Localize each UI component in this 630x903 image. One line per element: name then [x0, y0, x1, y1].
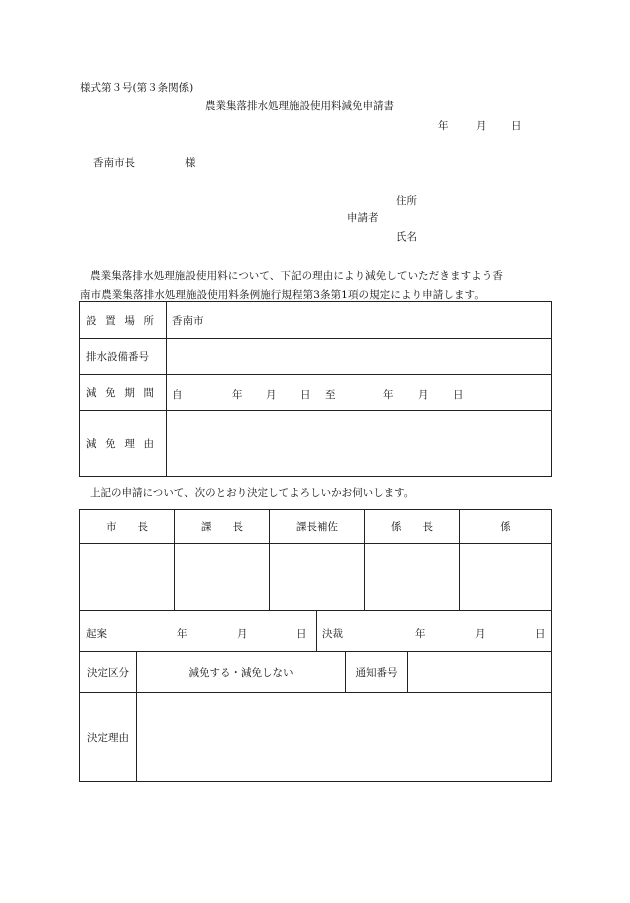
col-section-chief: 課 長: [175, 510, 270, 544]
period-day-2: 日: [453, 388, 464, 401]
draft-year: 年: [177, 628, 188, 640]
col-mayor: 市 長: [80, 510, 175, 544]
approval-note: 上記の申請について、次のとおり決定してよろしいかお伺いします。: [90, 487, 415, 499]
statement-line-1: 農業集落排水処理施設使用料について、下記の理由により減免していただきますよう香: [90, 270, 503, 282]
addressee-name: 香南市長: [93, 157, 135, 169]
reason-label-text: 減 免 理 由: [86, 438, 154, 450]
equipment-row: [80, 339, 552, 375]
col-staff: 係: [460, 510, 552, 544]
decision-label: 決裁: [322, 628, 343, 640]
reason-label: [80, 411, 167, 477]
period-to: 至: [325, 388, 336, 401]
period-label-text: 減 免 期 間: [86, 387, 154, 399]
draft-day: 日: [296, 628, 307, 640]
stamp-staff[interactable]: [460, 544, 552, 611]
equipment-value[interactable]: [167, 339, 552, 375]
applicant-label: 申請者: [347, 212, 379, 224]
addressee: [93, 157, 196, 169]
stamp-mayor[interactable]: [80, 544, 175, 611]
approval-stamp-row: [80, 544, 552, 611]
decision-month: 月: [475, 628, 486, 640]
stamp-deputy-chief[interactable]: [270, 544, 365, 611]
decision-category-value[interactable]: 減免する・減免しない: [137, 652, 346, 693]
notice-number-label: 通知番号: [346, 652, 408, 693]
location-value[interactable]: 香南市: [167, 302, 552, 339]
period-year-1: 年: [232, 388, 243, 401]
decision-year: 年: [415, 628, 426, 640]
period-from: 自: [172, 388, 183, 401]
decision-category-row: [80, 652, 552, 693]
period-month-2: 月: [418, 388, 429, 401]
statement-line-2: 南市農業集落排水処理施設使用料条例施行規程第3条第1項の規定により申請します。: [80, 289, 485, 301]
dates-table: [79, 610, 552, 652]
date-month-label: 月: [476, 120, 487, 132]
col-subsection-chief: 係 長: [365, 510, 460, 544]
location-row: [80, 302, 552, 339]
decision-day: 日: [535, 628, 546, 640]
location-label: [80, 302, 167, 339]
period-month-1: 月: [266, 388, 277, 401]
decision-reason-label: 決定理由: [80, 693, 137, 782]
date-year-label: 年: [438, 120, 449, 132]
name-label: 氏名: [396, 231, 417, 243]
decision-reason-row: [80, 693, 552, 782]
application-statement: [80, 267, 552, 305]
reason-value[interactable]: [167, 411, 552, 477]
approval-stamp-table: [79, 509, 552, 611]
period-day-1: 日: [300, 388, 311, 401]
decision-date-cell[interactable]: [317, 611, 552, 652]
address-label: 住所: [396, 195, 417, 207]
decision-reason-value[interactable]: [137, 693, 552, 782]
approval-header-row: [80, 510, 552, 544]
period-row: [80, 375, 552, 411]
decision-category-label: 決定区分: [80, 652, 137, 693]
dates-row: [80, 611, 552, 652]
draft-month: 月: [237, 628, 248, 640]
period-label: [80, 375, 167, 411]
col-deputy-chief: 課長補佐: [270, 510, 365, 544]
period-year-2: 年: [383, 388, 394, 401]
draft-date-cell[interactable]: [80, 611, 317, 652]
stamp-section-chief[interactable]: [175, 544, 270, 611]
draft-label: 起案: [86, 628, 107, 640]
document-title: 農業集落排水処理施設使用料減免申請書: [205, 100, 394, 112]
decision-table: [79, 651, 552, 782]
application-table: [79, 301, 552, 477]
reason-row: [80, 411, 552, 477]
date-day-label: 日: [511, 120, 522, 132]
notice-number-value[interactable]: [408, 652, 552, 693]
addressee-honorific: 様: [185, 157, 196, 169]
equipment-label: 排水設備番号: [80, 339, 167, 375]
stamp-subsection-chief[interactable]: [365, 544, 460, 611]
form-reference: 様式第３号(第３条関係): [80, 82, 194, 94]
location-label-text: 設 置 場 所: [86, 314, 154, 327]
period-value[interactable]: [167, 375, 552, 411]
